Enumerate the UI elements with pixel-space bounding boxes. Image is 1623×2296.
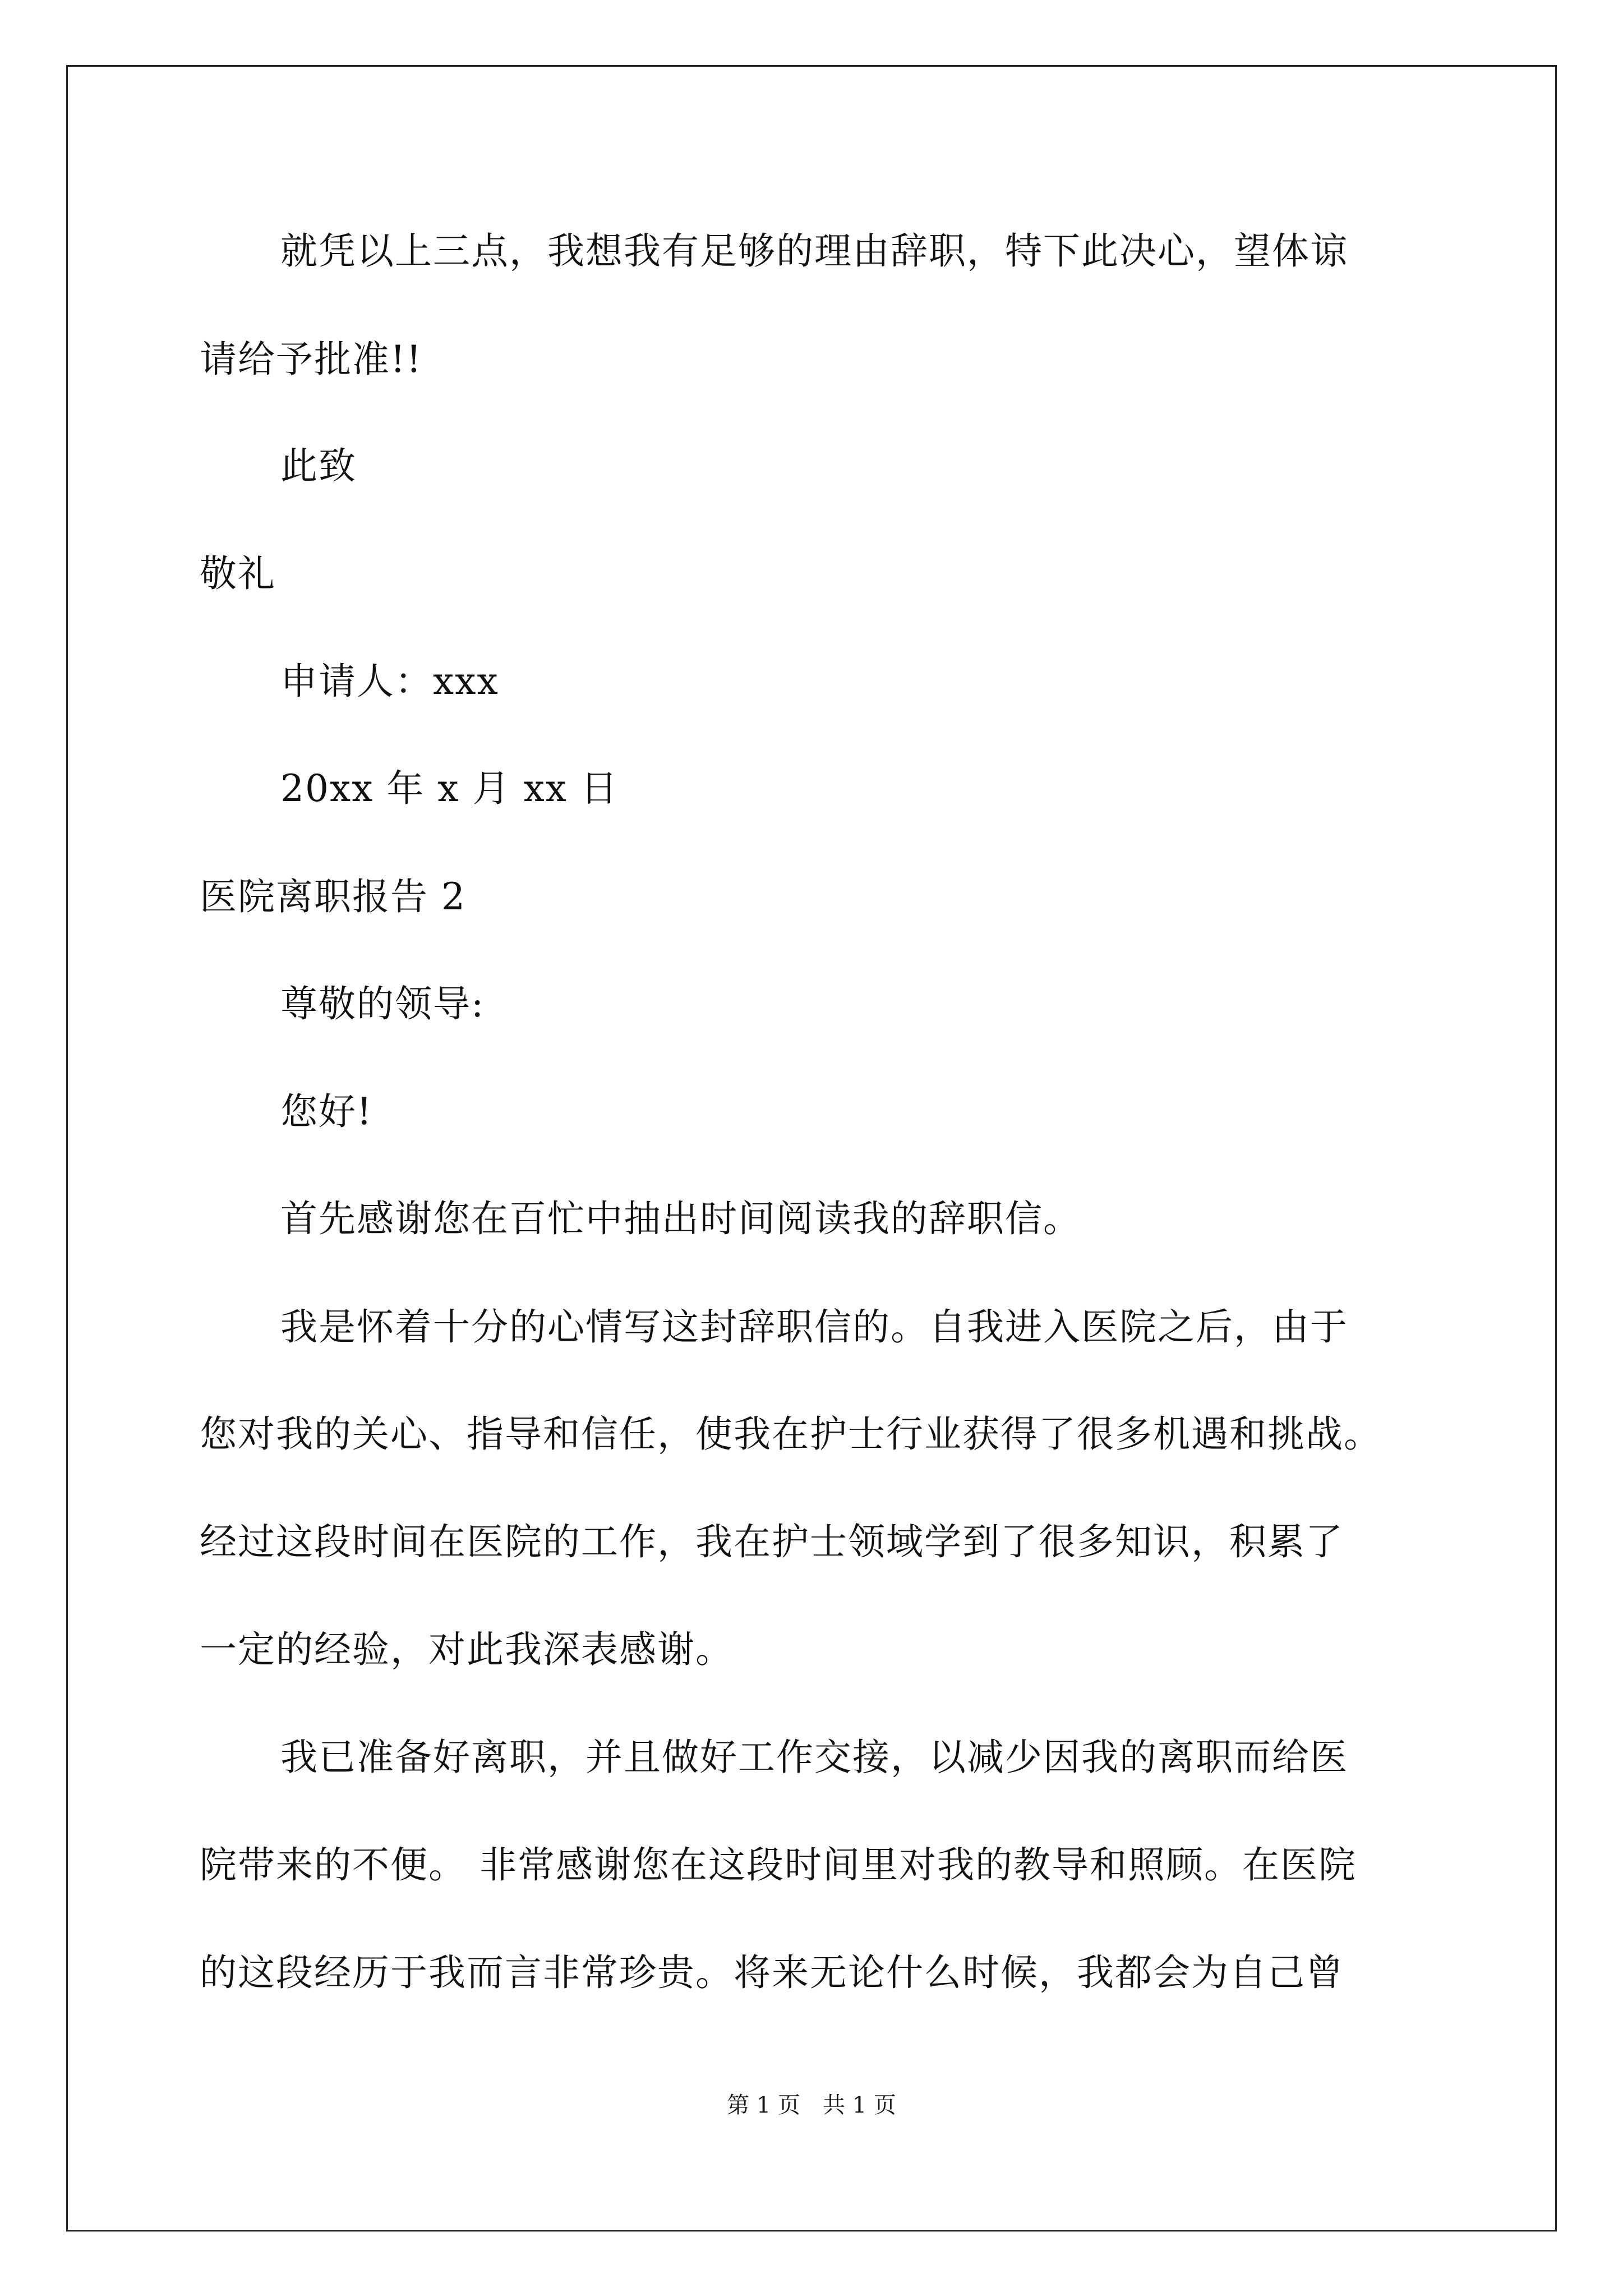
page-footer: 第 1 页 共 1 页	[727, 2092, 896, 2118]
page-border	[66, 65, 1557, 2231]
paragraph-line: 经过这段时间在医院的工作，我在护士领域学到了很多知识，积累了	[200, 1520, 1344, 1563]
closing-salutation: 此致	[280, 444, 357, 487]
greeting: 尊敬的领导:	[280, 982, 485, 1025]
paragraph-line: 我是怀着十分的心情写这封辞职信的。自我进入医院之后，由于	[280, 1305, 1348, 1349]
paragraph-line: 我已准备好离职，并且做好工作交接，以减少因我的离职而给医	[280, 1736, 1348, 1779]
paragraph-line: 院带来的不便。 非常感谢您在这段时间里对我的教导和照顾。在医院	[200, 1843, 1357, 1887]
paragraph-line: 就凭以上三点，我想我有足够的理由辞职，特下此决心，望体谅	[280, 229, 1348, 273]
section-title: 医院离职报告 2	[200, 875, 466, 918]
greeting: 您好!	[280, 1090, 373, 1133]
paragraph-line: 一定的经验，对此我深表感谢。	[200, 1628, 734, 1671]
paragraph-line: 的这段经历于我而言非常珍贵。将来无论什么时候，我都会为自己曾	[200, 1951, 1344, 1994]
paragraph-line: 您对我的关心、指导和信任，使我在护士行业获得了很多机遇和挑战。	[200, 1412, 1382, 1456]
paragraph-line: 首先感谢您在百忙中抽出时间阅读我的辞职信。	[280, 1197, 1081, 1240]
applicant-signature: 申请人：xxx	[280, 660, 499, 703]
date-line: 20xx 年 x 月 xx 日	[280, 767, 619, 810]
closing-salutation: 敬礼	[200, 552, 276, 595]
paragraph-line: 请给予批准!!	[200, 338, 423, 381]
